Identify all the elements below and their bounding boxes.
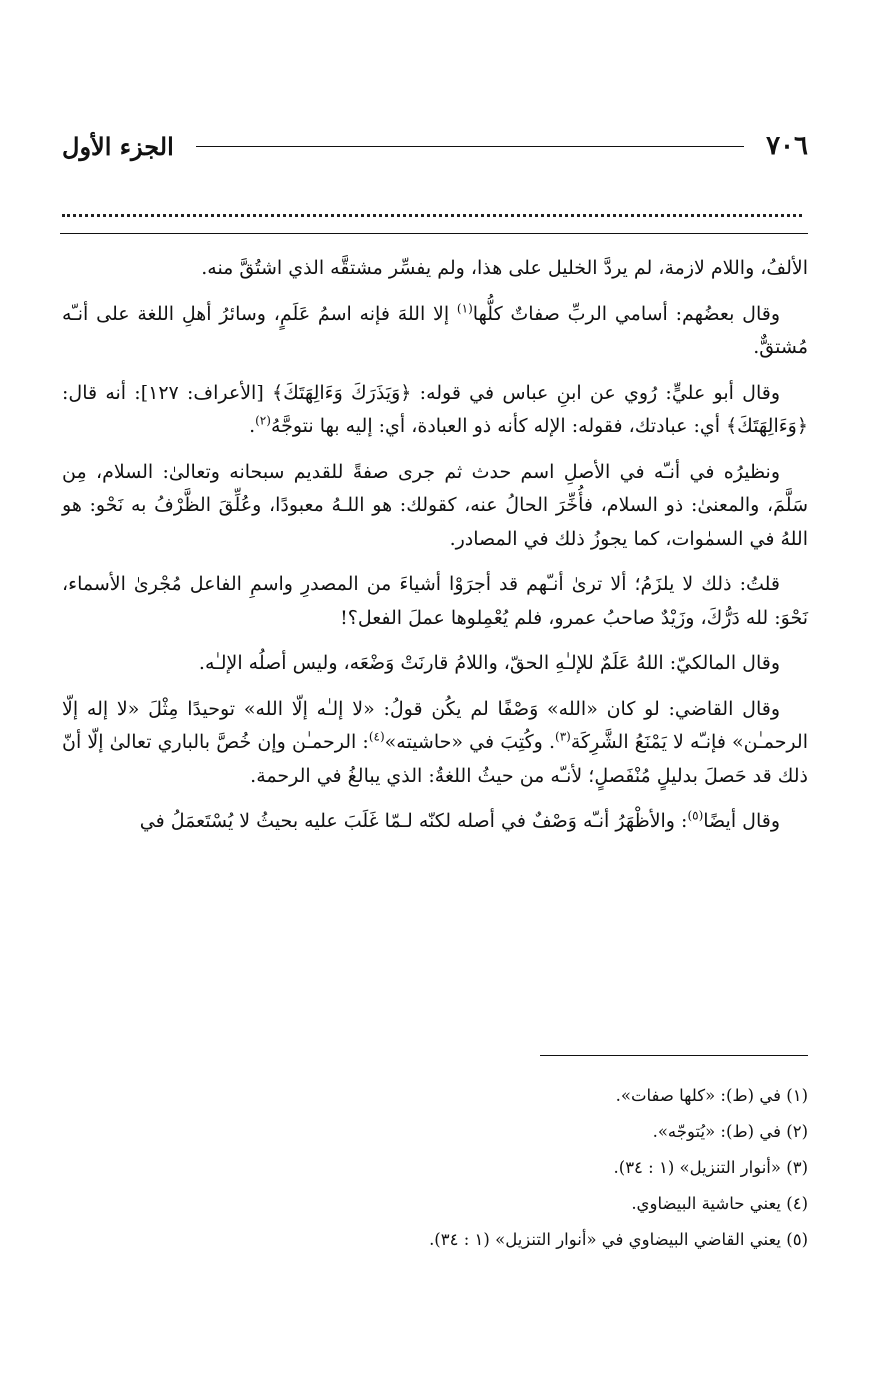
paragraph-2: وقال بعضُهم: أسامي الربِّ صفاتٌ كلُّها$^{(١)}$ إلا اللهَ فإنه اسمُ عَلَمٍ، وسائرُ أهلِ اللغة على أنـّه مُشتقٌّ.: [62, 301, 808, 358]
page-header: [62, 124, 808, 168]
paragraph-5: قلتُ: ذلك لا يلزَمُ؛ ألا ترىٰ أنـّهم قد أجرَوْا أشياءَ من المصدرِ واسمِ الفاعل مُجْرىٰ الأسماء، نَحْوَ: لله دَرُّكَ، وزَيْدٌ صاحبُ عمرو، فلم يُعْمِلوها عملَ الفعل؟!: [62, 573, 808, 629]
paragraph-4: ونظيرُه في أنـّه في الأصلِ اسم حدث ثم جرى صفةً للقديم سبحانه وتعالىٰ: السلام، مِن سَلَّمَ، والمعنىٰ: ذو السلام، فأُخِّرَ الحالُ عنه، كقولك: هو اللـهُ معبودًا، وعُلِّقَ الظَّرْفُ به نَحْو: هو اللهُ في السمٰوات، كما يجوزُ ذلك في المصادر.: [62, 460, 808, 550]
footnote-rule: [540, 1055, 808, 1056]
paragraph-1: الألفُ، واللام لازمة، لم يردَّ الخليل على هذا، ولم يفسِّر مشتقَّه الذي اشتُقَّ منه.: [201, 257, 808, 279]
footnote-3: (٣) «أنوار التنزيل» (١ : ٣٤).: [613, 1158, 808, 1177]
footnote-1: (١) في (ط): «كلها صفات».: [615, 1086, 808, 1105]
book-title: الجزء الأول: [62, 131, 174, 161]
footnote-ref-3[interactable]: (٣): [555, 729, 571, 744]
paragraph-3: وقال أبو عليٍّ: رُوي عن ابنِ عباس في قوله: ﴿وَيَذَرَكَ وَءَالِهَتَكَ﴾ [الأعراف: ١٢٧]: أنه قال: ﴿وَءَالِهَتَكَ﴾ أي: عبادتك، فقوله: الإله كأنه ذو العبادة، أي: إليه بها نتوجَّهُ$^{(٢)}$.: [62, 381, 808, 437]
footnotes: [62, 1078, 808, 1258]
footnote-ref-5[interactable]: (٥): [687, 808, 704, 823]
header-rule: [196, 146, 744, 147]
footnote-ref-4[interactable]: (٤): [368, 729, 385, 744]
dotted-separator: [62, 192, 802, 217]
page-number: ٧٠٦: [766, 131, 808, 161]
paragraph-6: وقال المالكيّ: اللهُ عَلَمٌ للإلـٰهِ الحقّ، واللامُ قارنَتْ وَضْعَه، وليس أصلُه الإلـٰه.: [198, 652, 780, 674]
footnote-ref-1[interactable]: (١): [456, 301, 473, 316]
footnote-5: (٥) يعني القاضي البيضاوي في «أنوار التنزيل» (١ : ٣٤).: [429, 1230, 808, 1249]
paragraph-8: وقال أيضًا$^{(٥)}$: والأظْهَرُ أنـّه وَصْفٌ في أصله لكنّه لـمّا غَلَبَ عليه بحيثُ لا يُسْتَعمَلُ في: [139, 808, 780, 832]
footnote-ref-2[interactable]: (٢): [255, 413, 271, 428]
footnote-4: (٤) يعني حاشية البيضاوي.: [631, 1194, 808, 1213]
main-rule: [60, 233, 808, 234]
footnote-2: (٢) في (ط): «يُتوجّه».: [652, 1122, 808, 1141]
body-text: [62, 252, 808, 851]
paragraph-7: وقال القاضي: لو كان «الله» وَصْفًا لم يكُن قولُ: «لا إلـٰه إلّا الله» توحيدًا مِثْلَ «لا إله إلّا الرحمـٰن» فإنـّه لا يَمْنَعُ الشَّرِكَة$^{(٣)}$. وكُتِبَ في «حاشيته»$^{(٤)}$: الرحمـٰن وإن خُصَّ بالباري تعالىٰ إلّا أنّ ذلك قد حَصلَ بدليلٍ مُنْفَصلٍ؛ لأنـّه من حيثُ اللغةُ: الذي يبالغُ في الرحمة.: [62, 697, 808, 787]
